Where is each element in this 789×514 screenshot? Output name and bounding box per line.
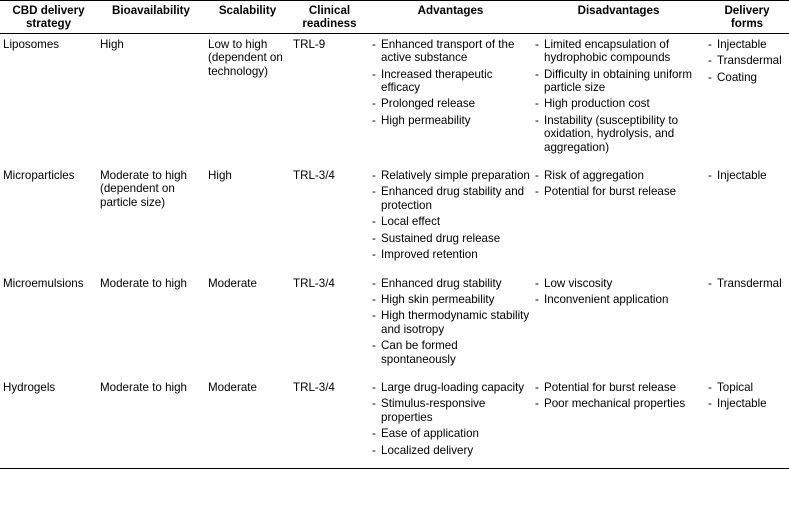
table-row	[0, 273, 789, 377]
advantage-item: - Ease of application	[372, 427, 530, 440]
advantage-item: - Localized delivery	[372, 444, 530, 457]
cell-advantages	[369, 377, 532, 469]
cell-delivery-forms	[705, 377, 789, 469]
advantage-item: - Relatively simple preparation	[372, 169, 530, 182]
cell-scalability: Moderate	[208, 276, 257, 290]
cell-clinical-readiness: TRL-3/4	[293, 380, 335, 394]
cell-bioavailability: Moderate to high	[100, 276, 188, 290]
advantages-list	[372, 277, 530, 366]
header-strategy: CBD delivery strategy	[12, 4, 85, 31]
cell-scalability: High	[208, 169, 232, 183]
table-body	[0, 33, 789, 468]
advantage-item: - Enhanced drug stability	[372, 277, 530, 290]
disadvantage-item: - Limited encapsulation of hydrophobic compounds	[535, 38, 703, 65]
delivery-form-item: - Injectable	[708, 169, 787, 182]
cell-strategy: Microemulsions	[3, 276, 84, 290]
cell-scalability: Low to high (dependent on technology)	[208, 37, 283, 78]
disadvantages-list	[535, 277, 703, 307]
advantage-item: - Improved retention	[372, 248, 530, 261]
cell-delivery-forms	[705, 33, 789, 165]
advantage-item: - Enhanced drug stability and protection	[372, 185, 530, 212]
cell-clinical-readiness: TRL-9	[293, 37, 326, 51]
advantage-item: - Increased therapeutic efficacy	[372, 68, 530, 95]
advantage-item: - Enhanced transport of the active substance	[372, 38, 530, 65]
forms-list	[708, 277, 787, 290]
header-row	[0, 1, 789, 34]
disadvantages-list	[535, 38, 703, 154]
advantage-item: - Prolonged release	[372, 97, 530, 110]
disadvantages-list	[535, 381, 703, 411]
advantage-item: - Local effect	[372, 215, 530, 228]
header-delivery-forms: Delivery forms	[724, 4, 770, 31]
cell-clinical-readiness: TRL-3/4	[293, 169, 335, 183]
disadvantages-list	[535, 169, 703, 199]
advantage-item: - High permeability	[372, 114, 530, 127]
delivery-form-item: - Transdermal	[708, 54, 787, 67]
cell-advantages	[369, 33, 532, 165]
advantages-list	[372, 381, 530, 457]
delivery-form-item: - Topical	[708, 381, 787, 394]
cell-strategy: Hydrogels	[3, 380, 56, 394]
disadvantage-item: - Difficulty in obtaining uniform particle size	[535, 68, 703, 95]
advantages-list	[372, 169, 530, 261]
cell-bioavailability: High	[100, 37, 124, 51]
cell-strategy: Liposomes	[3, 37, 60, 51]
cell-disadvantages	[532, 377, 705, 469]
delivery-form-item: - Transdermal	[708, 277, 787, 290]
header-disadvantages: Disadvantages	[577, 4, 660, 17]
table-row	[0, 33, 789, 165]
header-bioavailability: Bioavailability	[112, 4, 190, 17]
advantage-item: - Can be formed spontaneously	[372, 339, 530, 366]
disadvantage-item: - Instability (susceptibility to oxidation, hydrolysis, and aggregation)	[535, 114, 703, 154]
disadvantage-item: - High production cost	[535, 97, 703, 110]
disadvantage-item: - Low viscosity	[535, 277, 703, 290]
cell-bioavailability: Moderate to high (dependent on particle size)	[100, 169, 188, 209]
table-row	[0, 377, 789, 469]
cell-disadvantages	[532, 273, 705, 377]
advantages-list	[372, 38, 530, 127]
table-row	[0, 165, 789, 272]
forms-list	[708, 38, 787, 84]
advantage-item: - Sustained drug release	[372, 232, 530, 245]
cell-disadvantages	[532, 33, 705, 165]
cell-advantages	[369, 273, 532, 377]
header-scalability: Scalability	[218, 4, 277, 17]
disadvantage-item: - Potential for burst release	[535, 185, 703, 198]
header-clinical-readiness: Clinical readiness	[302, 4, 357, 31]
cell-strategy: Microparticles	[3, 169, 75, 183]
delivery-form-item: - Coating	[708, 71, 787, 84]
cell-disadvantages	[532, 165, 705, 272]
cell-delivery-forms	[705, 273, 789, 377]
cell-clinical-readiness: TRL-3/4	[293, 276, 335, 290]
advantage-item: - Large drug-loading capacity	[372, 381, 530, 394]
disadvantage-item: - Risk of aggregation	[535, 169, 703, 182]
delivery-form-item: - Injectable	[708, 38, 787, 51]
header-advantages: Advantages	[417, 4, 484, 17]
cell-bioavailability: Moderate to high	[100, 380, 188, 394]
forms-list	[708, 381, 787, 411]
advantage-item: - Stimulus-responsive properties	[372, 397, 530, 424]
cell-advantages	[369, 165, 532, 272]
advantage-item: - High skin permeability	[372, 293, 530, 306]
delivery-form-item: - Injectable	[708, 397, 787, 410]
disadvantage-item: - Poor mechanical properties	[535, 397, 703, 410]
cell-delivery-forms	[705, 165, 789, 272]
disadvantage-item: - Inconvenient application	[535, 293, 703, 306]
advantage-item: - High thermodynamic stability and isotropy	[372, 309, 530, 336]
disadvantage-item: - Potential for burst release	[535, 381, 703, 394]
cell-scalability: Moderate	[208, 380, 257, 394]
forms-list	[708, 169, 787, 182]
table-header	[0, 1, 789, 34]
